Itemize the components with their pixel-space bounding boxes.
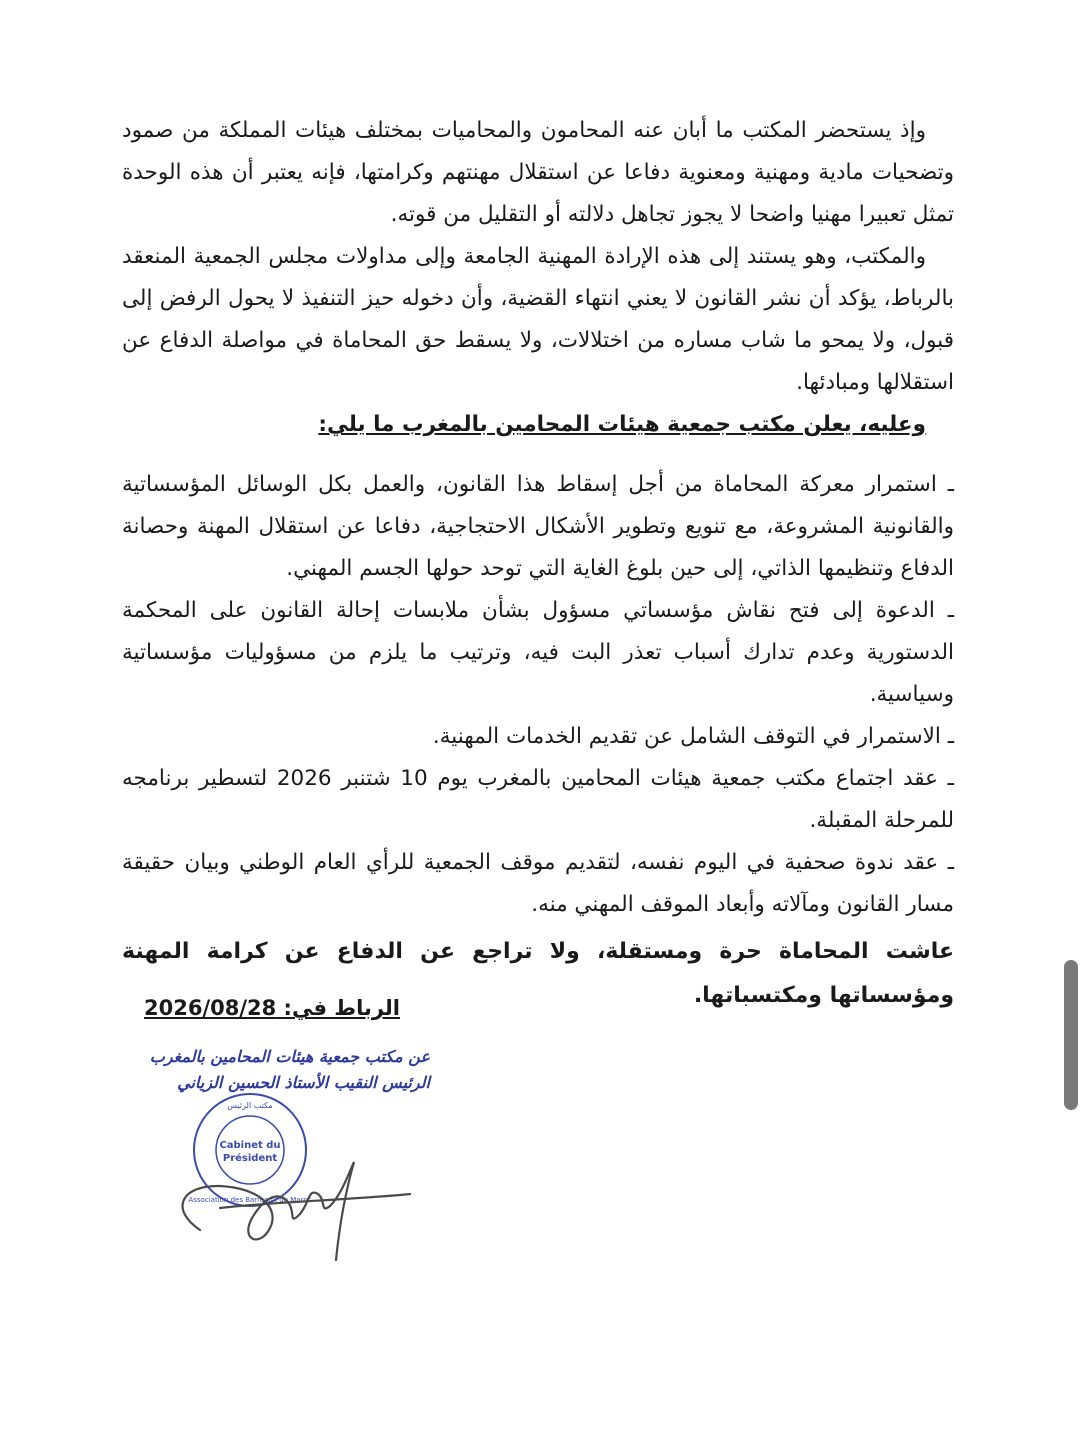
closing-statement: عاشت المحاماة حرة ومستقلة، ولا تراجع عن الدفاع عن كرامة المهنة ومؤسساتها ومكتسباتها. [122,939,954,1008]
scrollbar-thumb[interactable] [1064,960,1078,1110]
stamp-text-bottom: Président [222,1153,278,1164]
official-stamp [160,1090,420,1270]
stamp-ring-arabic: مكتب الرئيس [227,1101,273,1110]
stamp-ring-latin: Association des Barreaux du Maroc [188,1196,312,1204]
signatory-organization: عن مكتب جمعية هيئات المحامين بالمغرب [149,1047,430,1066]
list-item-1: ـ استمرار معركة المحاماة من أجل إسقاط هذا القانون، والعمل بكل الوسائل المؤسساتية والقانونية المشروعة، مع تنويع وتطوير الأشكال الاحتجاجية، دفاعا عن استقلال المهنة وحصانة الدفاع وتنظيمها الذاتي، إلى حين بلوغ الغاية التي توحد حولها الجسم المهني. [122,472,954,581]
place-date: الرباط في: 2026/08/28 [144,996,400,1020]
document-body [122,110,954,1040]
signatory-name: الرئيس النقيب الأستاذ الحسين الزياني [177,1073,430,1092]
declaration-heading: وعليه، يعلن مكتب جمعية هيئات المحامين بالمغرب ما يلي: [318,412,926,437]
signatory-block [130,1044,430,1096]
handwritten-signature [183,1162,410,1260]
paragraph-2: والمكتب، وهو يستند إلى هذه الإرادة المهنية الجامعة وإلى مداولات مجلس الجمعية المنعقد بالرباط، يؤكد أن نشر القانون لا يعني انتهاء القضية، وأن دخوله حيز التنفيذ لا يحول الرفض إلى قبول، ولا يمحو ما شاب مساره من اختلالات، ولا يسقط حق المحاماة في مواصلة الدفاع عن استقلالها ومبادئها. [122,244,954,395]
list-item-2: ـ الدعوة إلى فتح نقاش مؤسساتي مسؤول بشأن ملابسات إحالة القانون على المحكمة الدستورية وعدم تدارك أسباب تعذر البت فيه، وترتيب ما يلزم من مسؤوليات مؤسساتية وسياسية. [122,598,954,707]
list-item-5: ـ عقد ندوة صحفية في اليوم نفسه، لتقديم موقف الجمعية للرأي العام الوطني وبيان حقيقة مسار القانون ومآلاته وأبعاد الموقف المهني منه. [122,850,954,917]
paragraph-1: وإذ يستحضر المكتب ما أبان عنه المحامون والمحاميات بمختلف هيئات المملكة من صمود وتضحيات مادية ومهنية ومعنوية دفاعا عن استقلال مهنتهم وكرامتها، فإنه يعتبر أن هذه الوحدة تمثل تعبيرا مهنيا واضحا لا يجوز تجاهل دلالته أو التقليل من قوته. [122,118,954,227]
list-item-3: ـ الاستمرار في التوقف الشامل عن تقديم الخدمات المهنية. [432,724,954,749]
stamp-text-top: Cabinet du [219,1140,281,1151]
list-item-4: ـ عقد اجتماع مكتب جمعية هيئات المحامين بالمغرب يوم 10 شتنبر 2026 لتسطير برنامجه للمرحلة المقبلة. [122,766,954,833]
